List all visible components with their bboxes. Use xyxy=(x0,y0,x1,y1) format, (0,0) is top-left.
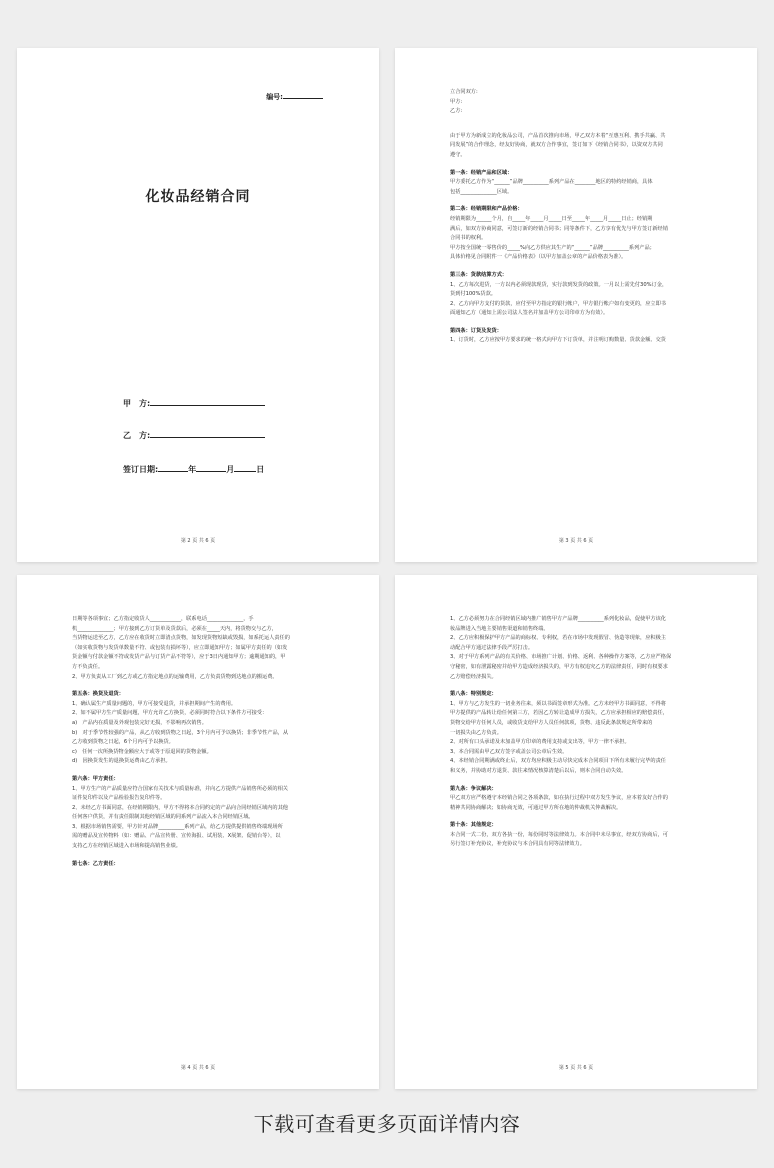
clause-line: 乙方收到货物之日起，6个月内可予以换货。 xyxy=(72,739,174,746)
clause-line: 乙方: xyxy=(450,108,463,115)
clause-line: 机______________；甲方接到乙方订货单及货款后，必须在_____天内，将货物交与乙方， xyxy=(72,625,277,632)
clause-line: a) 产品内在质量及外观包装完好无损，不影响再次销售。 xyxy=(72,719,207,726)
clause-line: d) 因换货发生的退换货运费由乙方承担。 xyxy=(72,758,171,765)
clause-heading: 第十条：其他规定： xyxy=(450,822,497,829)
clause-heading: 第八条：特别规定： xyxy=(450,691,497,698)
clause-line: 当货物运送至乙方，乙方应在收货时立即清点货物，如发现货物短缺或毁损，如系托运人责任的 xyxy=(72,635,290,642)
clause-line: 立合同双方: xyxy=(450,89,478,95)
clause-line: 另行签订补充协议，补充协议与本合同具有同等法律效力。 xyxy=(450,841,585,848)
clause-line: 支持乙方在经销区域进入市场和提高销售业绩。 xyxy=(72,843,181,850)
clause-line: 包括______________区域。 xyxy=(450,188,513,195)
contract-page-4 xyxy=(17,575,379,1089)
clause-line: 本合同一式二份，双方各执一份，每份同时等法律效力。本合同中未尽事宜，经双方协商后，可 xyxy=(450,831,668,838)
clause-heading: 第一条：经销产品和区域： xyxy=(450,169,513,176)
contract-cover-page xyxy=(17,48,379,562)
clause-line: 甲方委托乙方作为“______”品牌__________系列产品在________地区的特约经销商，具体 xyxy=(450,179,653,186)
party-a-field xyxy=(123,398,265,409)
page-3-body xyxy=(450,88,707,346)
clause-heading: 第九条：争议解决： xyxy=(450,785,497,792)
clause-line: 由于甲方为新成立的化妆品公司，产品首次推向市场，甲乙双方本着“互惠互利、携手共赢、共 xyxy=(450,132,666,139)
day-blank xyxy=(234,464,256,472)
clause-line: 甲方按全国统一零售价的_____%向乙方供应其生产的“______”品牌__________系列产品； xyxy=(450,244,655,251)
sign-date-field xyxy=(123,464,264,475)
clause-line: 2、如不属甲方生产质量问题，甲方允许乙方换货，必须同时符合以下条件方可接受： xyxy=(72,710,268,717)
clause-line: （如实收货物与发货单数量不符、或包装有损坏等），应立即通知甲方；如属甲方责任的（如发 xyxy=(72,644,288,651)
clause-line: 1、乙方每次进货，一方以内必须现款现货，实行款到发货的政策。一月以上需先付30%订金， xyxy=(450,281,668,288)
clause-line: 面通知乙方（通知上需公司法人签名并加盖甲方公司印章方为有效）。 xyxy=(450,310,609,317)
sign-date-label: 签订日期: xyxy=(123,465,159,474)
download-more-caption: 下载可查看更多页面详情内容 xyxy=(253,1112,521,1136)
clause-heading: 第四条：订货及发货： xyxy=(450,327,502,334)
page-number: 第 4 页 共 6 页 xyxy=(180,1065,216,1071)
clause-line: 方不负责任。 xyxy=(72,663,104,670)
clause-line: 3、对于甲方系列产品的有关价格、市场推广计划、价格、返利、各种操作方案等，乙方应严格保 xyxy=(450,654,672,661)
clause-line: 一切损失由乙方负责。 xyxy=(450,729,502,736)
clause-line: 2、未经乙方书面同意，在经销期限内，甲方不得将本合同约定的产品向合同经销区域内的其他 xyxy=(72,804,288,811)
clause-line: 动配合甲方通过法律手段严厉打击。 xyxy=(450,644,534,651)
year-label: 年 xyxy=(188,465,197,474)
clause-heading: 第七条：乙方责任： xyxy=(72,860,119,867)
clause-line: 同发展”的合作理念，经友好协商，就双方合作事宜，签订如下《经销合同书》，以资双方共同 xyxy=(450,142,663,149)
clause-line: 2、对所有口头承诺及未加盖甲方印章的费用支持或支出等，甲方一律不承担。 xyxy=(450,739,630,746)
contract-number-blank xyxy=(283,92,323,99)
clause-line: 证件复印件以及产品检验报告复印件等。 xyxy=(72,795,166,802)
clause-line: 乙方赔偿经济损失。 xyxy=(450,673,497,680)
clause-line: 和义务，并协助对方退货、款往来情况核算清楚后以后，则本合同自动失效。 xyxy=(450,767,627,774)
page-number: 第 2 页 共 6 页 xyxy=(180,538,216,544)
clause-line: 货物交给甲方任何人员，或收货支给甲方人员任何款项，货物、违反此条款规定所带来的 xyxy=(450,719,653,726)
clause-line: 1、确认属生产质量问题的，甲方可接受退货，并承担期间产生的费用。 xyxy=(72,700,237,707)
clause-line: 甲乙双方应严格遵守本经销合同之各项条款，如在执行过程中双方发生争议，应本着友好合作的 xyxy=(450,795,668,802)
party-a-blank xyxy=(150,398,265,406)
clause-line: 遵守。 xyxy=(450,151,466,158)
day-label: 日 xyxy=(256,465,265,474)
clause-line: 甲方提供的产品转让给任何第三方，若因乙方转让造成甲方损失，乙方应承担相应的赔偿责任， xyxy=(450,710,668,717)
party-a-label: 甲 方: xyxy=(123,399,151,408)
clause-line: b) 对于季节性较强的产品，从乙方收到货物之日起，3个月内可予以换货；非季节性产品，从 xyxy=(72,729,289,736)
contract-number-label: 编号: xyxy=(266,93,283,101)
contract-number xyxy=(266,92,323,102)
clause-line: 经销期限为______个月，自_____年_____月_____日至_____年_____月_____日止；经销期 xyxy=(450,215,653,222)
clause-line: 合同书的权利。 xyxy=(450,235,487,242)
clause-line: 1、甲方生产的产品质量应符合国家有关技术与质量标准，并向乙方提供产品销售所必须的相关 xyxy=(72,785,288,792)
clause-heading: 第三条：货款结算方式： xyxy=(450,271,508,278)
year-blank xyxy=(158,464,188,472)
clause-line: 甲方: xyxy=(450,98,463,105)
party-b-label: 乙 方: xyxy=(123,431,151,440)
paragraph-gap xyxy=(450,117,707,132)
contract-title: 化妆品经销合同 xyxy=(145,189,251,205)
contract-page-5 xyxy=(395,575,757,1089)
clause-line: c) 任何一次所换货物金额应大于或等于原退回的货物金额。 xyxy=(72,748,212,755)
clause-line: 1、甲方与乙方发生的一切业务往来，须以书面签章形式为准。乙方未经甲方书面同意，不得将 xyxy=(450,700,666,707)
clause-line: 4、本经销合同期满或终止后，双方均应积极主动尽快完成本合同项目下所有未履行完毕的责任 xyxy=(450,758,666,765)
clause-line: 需的赠品及宣传物料（如：赠品、产品宣传册、宣传海报、试用装、X展架、促销台等），以 xyxy=(72,833,281,840)
clause-heading: 第二条：经销期限和产品价格： xyxy=(450,206,523,213)
clause-line: 具体价格见合同附件一《产品价格表》（以甲方加盖公章的产品价格表为准）。 xyxy=(450,254,627,261)
clause-line: 货到付100%货款。 xyxy=(450,291,496,298)
clause-line: 任何客户供货，并有责任限制其他经销区域的同系列产品流入本合同经销区域。 xyxy=(72,814,254,821)
clause-line: 日期等各项事宜；乙方指定收货人____________，联系电话______________，手 xyxy=(72,616,254,622)
clause-line: 1、订货时，乙方应按甲方要求的统一格式向甲方下订货单，并注明订购数量、货款金额、交货 xyxy=(450,337,666,344)
page-number: 第 3 页 共 6 页 xyxy=(558,538,594,544)
page-5-body xyxy=(450,615,707,850)
clause-line: 精神共同协商解决；如协商无效，可通过甲方所在地的仲裁机关仲裁解决。 xyxy=(450,804,622,811)
month-blank xyxy=(196,464,226,472)
clause-line: 1、乙方必须努力在合同经销区域内推广销售甲方产品牌__________系列化妆品，促使甲方该化 xyxy=(450,616,666,622)
clause-line: 2、乙方向甲方支付的货款，应付至甲方指定的银行帐户，甲方银行帐户如有变更的，应立即书 xyxy=(450,300,666,307)
party-b-field xyxy=(123,430,265,441)
month-label: 月 xyxy=(226,465,235,474)
clause-line: 2、甲方负责从工厂到乙方或乙方指定地点的运输费用，乙方负责货物到达地点的搬运费。 xyxy=(72,673,278,680)
contract-page-3 xyxy=(395,48,757,562)
clause-line: 3、本合同需由甲乙双方签字或盖公司公章后生效。 xyxy=(450,748,568,755)
page-number: 第 5 页 共 6 页 xyxy=(558,1065,594,1071)
party-b-blank xyxy=(150,430,265,438)
clause-line: 货金额与付款金额不符或发货产品与订货产品不符等），应于3日内通知甲方；逾期通知的，甲 xyxy=(72,654,286,661)
clause-heading: 第五条：换货及退货： xyxy=(72,691,124,698)
clause-line: 妆品牌进入当地主要销售渠道和销售终端。 xyxy=(450,625,549,632)
clause-line: 守秘密，如有泄露秘密并给甲方造成经济损失的，甲方有权追究乙方的法律责任，同时有权要求 xyxy=(450,663,668,670)
clause-line: 3、根据市场销售需要，甲方针对品牌__________系列产品，给乙方提供提供销售终端现场所 xyxy=(72,823,283,830)
clause-line: 2、乙方应积极保护甲方产品的商标权、专利权，若在市场中发现假冒、伪造等现象，应积极主 xyxy=(450,635,666,642)
page-4-body xyxy=(72,615,329,869)
clause-heading: 第六条：甲方责任： xyxy=(72,775,119,782)
clause-line: 满后，如双方协商同意，可签订新的经销合同书；同等条件下，乙方享有优先与甲方签订新经销 xyxy=(450,225,668,232)
